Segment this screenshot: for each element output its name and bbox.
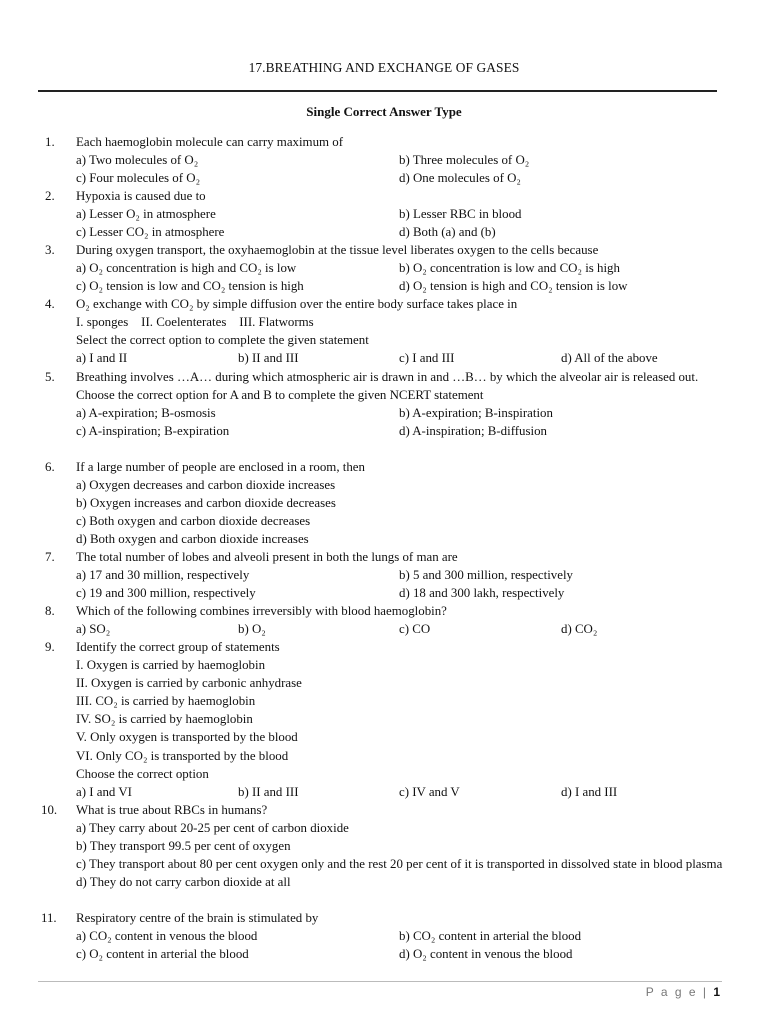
option-d: d) Both oxygen and carbon dioxide increases (76, 532, 309, 547)
question-stem: O₂ exchange with CO₂ by simple diffusion over the entire body surface takes place in (76, 297, 518, 311)
option-d: d) One molecules of O₂ (399, 171, 521, 186)
option-c: c) 19 and 300 million, respectively (76, 586, 256, 601)
option-d: d) O₂ tension is high and CO₂ tension is low (399, 279, 628, 294)
option-c: c) A-inspiration; B-expiration (76, 424, 230, 439)
option-b: b) Oxygen increases and carbon dioxide decreases (76, 496, 336, 511)
option-b: b) CO₂ content in arterial the blood (399, 929, 582, 944)
question-number: 10. (41, 803, 58, 817)
question-stem: Hypoxia is caused due to (76, 189, 206, 203)
page-number: 1 (713, 985, 720, 999)
option-c: c) IV and V (399, 784, 460, 799)
question-number: 8. (45, 604, 55, 618)
option-d: d) They do not carry carbon dioxide at all (76, 875, 291, 890)
document-title: 17.BREATHING AND EXCHANGE OF GASES (248, 60, 520, 75)
option-c: c) Both oxygen and carbon dioxide decreases (76, 514, 311, 529)
option-d: d) 18 and 300 lakh, respectively (399, 586, 565, 601)
question-number: 11. (41, 911, 57, 925)
question-stem: The total number of lobes and alveoli present in both the lungs of man are (76, 550, 458, 564)
option-b: b) Three molecules of O₂ (399, 153, 530, 168)
option-a: a) 17 and 30 million, respectively (76, 568, 250, 583)
question-number: 2. (45, 189, 55, 203)
question-number: 9. (45, 640, 55, 654)
question-10 (41, 801, 726, 891)
question-stem: Each haemoglobin molecule can carry maximum of (76, 135, 344, 149)
question-instruction: Select the correct option to complete the given statement (76, 333, 369, 348)
statement-4: IV. SO₂ is carried by haemoglobin (76, 712, 253, 727)
option-b: b) 5 and 300 million, respectively (399, 568, 573, 583)
question-instruction: Choose the correct option for A and B to complete the given NCERT statement (76, 388, 484, 402)
option-a: a) SO₂ (76, 622, 111, 637)
option-d: d) A-inspiration; B-diffusion (399, 424, 547, 439)
question-stem: Breathing involves …A… during which atmospheric air is drawn in and …B… by which the alveolar air is released out. (76, 370, 699, 384)
option-c: c) They transport about 80 per cent oxygen only and the rest 20 per cent of it is transported in dissolved state in blood plasma (76, 857, 723, 872)
question-stem: During oxygen transport, the oxyhaemoglobin at the tissue level liberates oxygen to the cells because (76, 243, 599, 257)
statement-6: VI. Only CO₂ is transported by the blood (76, 748, 289, 763)
option-b: b) II and III (238, 351, 299, 366)
question-8 (45, 602, 726, 638)
question-stem: What is true about RBCs in humans? (76, 803, 268, 817)
option-d: d) Both (a) and (b) (399, 225, 496, 240)
option-d: d) O₂ content in venous the blood (399, 947, 573, 962)
footer-divider (38, 981, 722, 982)
option-a: a) Lesser O₂ in atmosphere (76, 207, 216, 222)
option-b: b) II and III (238, 784, 299, 799)
option-a: a) Two molecules of O₂ (76, 153, 199, 168)
question-7 (45, 548, 726, 602)
question-number: 5. (45, 370, 55, 384)
statement-3: III. CO₂ is carried by haemoglobin (76, 694, 256, 709)
option-a: a) I and II (76, 351, 128, 366)
option-c: c) Lesser CO₂ in atmosphere (76, 225, 225, 240)
option-c: c) O₂ content in arterial the blood (76, 947, 249, 962)
option-a: a) A-expiration; B-osmosis (76, 406, 216, 421)
option-d: d) I and III (561, 784, 618, 799)
option-b: b) They transport 99.5 per cent of oxygen (76, 839, 291, 854)
option-c: c) I and III (399, 351, 455, 366)
statement-2: II. Oxygen is carried by carbonic anhydrase (76, 676, 302, 691)
option-d: d) All of the above (561, 351, 658, 366)
option-a: a) CO₂ content in venous the blood (76, 929, 258, 944)
question-stem: Identify the correct group of statements (76, 640, 280, 654)
question-9 (45, 638, 726, 801)
question-number: 3. (45, 243, 55, 257)
question-number: 4. (45, 297, 55, 311)
option-b: b) O₂ (238, 622, 266, 637)
question-number: 7. (45, 550, 55, 564)
option-c: c) O₂ tension is low and CO₂ tension is high (76, 279, 304, 294)
question-instruction: Choose the correct option (76, 766, 209, 781)
question-stem: If a large number of people are enclosed in a room, then (76, 460, 365, 474)
option-b: b) A-expiration; B-inspiration (399, 406, 553, 421)
option-a: a) Oxygen decreases and carbon dioxide increases (76, 478, 336, 493)
option-c: c) CO (399, 622, 431, 637)
question-4 (45, 295, 726, 367)
statement-1: I. Oxygen is carried by haemoglobin (76, 658, 266, 673)
statement-5: V. Only oxygen is transported by the blood (76, 730, 298, 745)
option-a: a) I and VI (76, 784, 132, 799)
question-5 (45, 368, 726, 440)
question-stem: Respiratory centre of the brain is stimulated by (76, 911, 319, 925)
option-a: a) O₂ concentration is high and CO₂ is low (76, 261, 297, 276)
option-a: a) They carry about 20-25 per cent of carbon dioxide (76, 821, 349, 836)
question-6 (45, 458, 726, 548)
option-b: b) O₂ concentration is low and CO₂ is high (399, 261, 620, 276)
option-c: c) Four molecules of O₂ (76, 171, 201, 186)
page-footer (646, 985, 720, 999)
question-number: 6. (45, 460, 55, 474)
option-b: b) Lesser RBC in blood (399, 207, 522, 222)
question-11 (41, 909, 726, 963)
option-d: d) CO₂ (561, 622, 598, 637)
question-stem: Which of the following combines irreversibly with blood haemoglobin? (76, 604, 447, 618)
question-3 (45, 241, 726, 295)
question-list: I. sponges II. Coelenterates III. Flatworms (76, 315, 314, 330)
title-divider (38, 90, 717, 92)
question-2 (45, 187, 726, 241)
question-number: 1. (45, 135, 55, 149)
question-1 (45, 133, 726, 187)
section-subtitle: Single Correct Answer Type (306, 104, 462, 119)
page-label: P a g e | (645, 985, 708, 999)
